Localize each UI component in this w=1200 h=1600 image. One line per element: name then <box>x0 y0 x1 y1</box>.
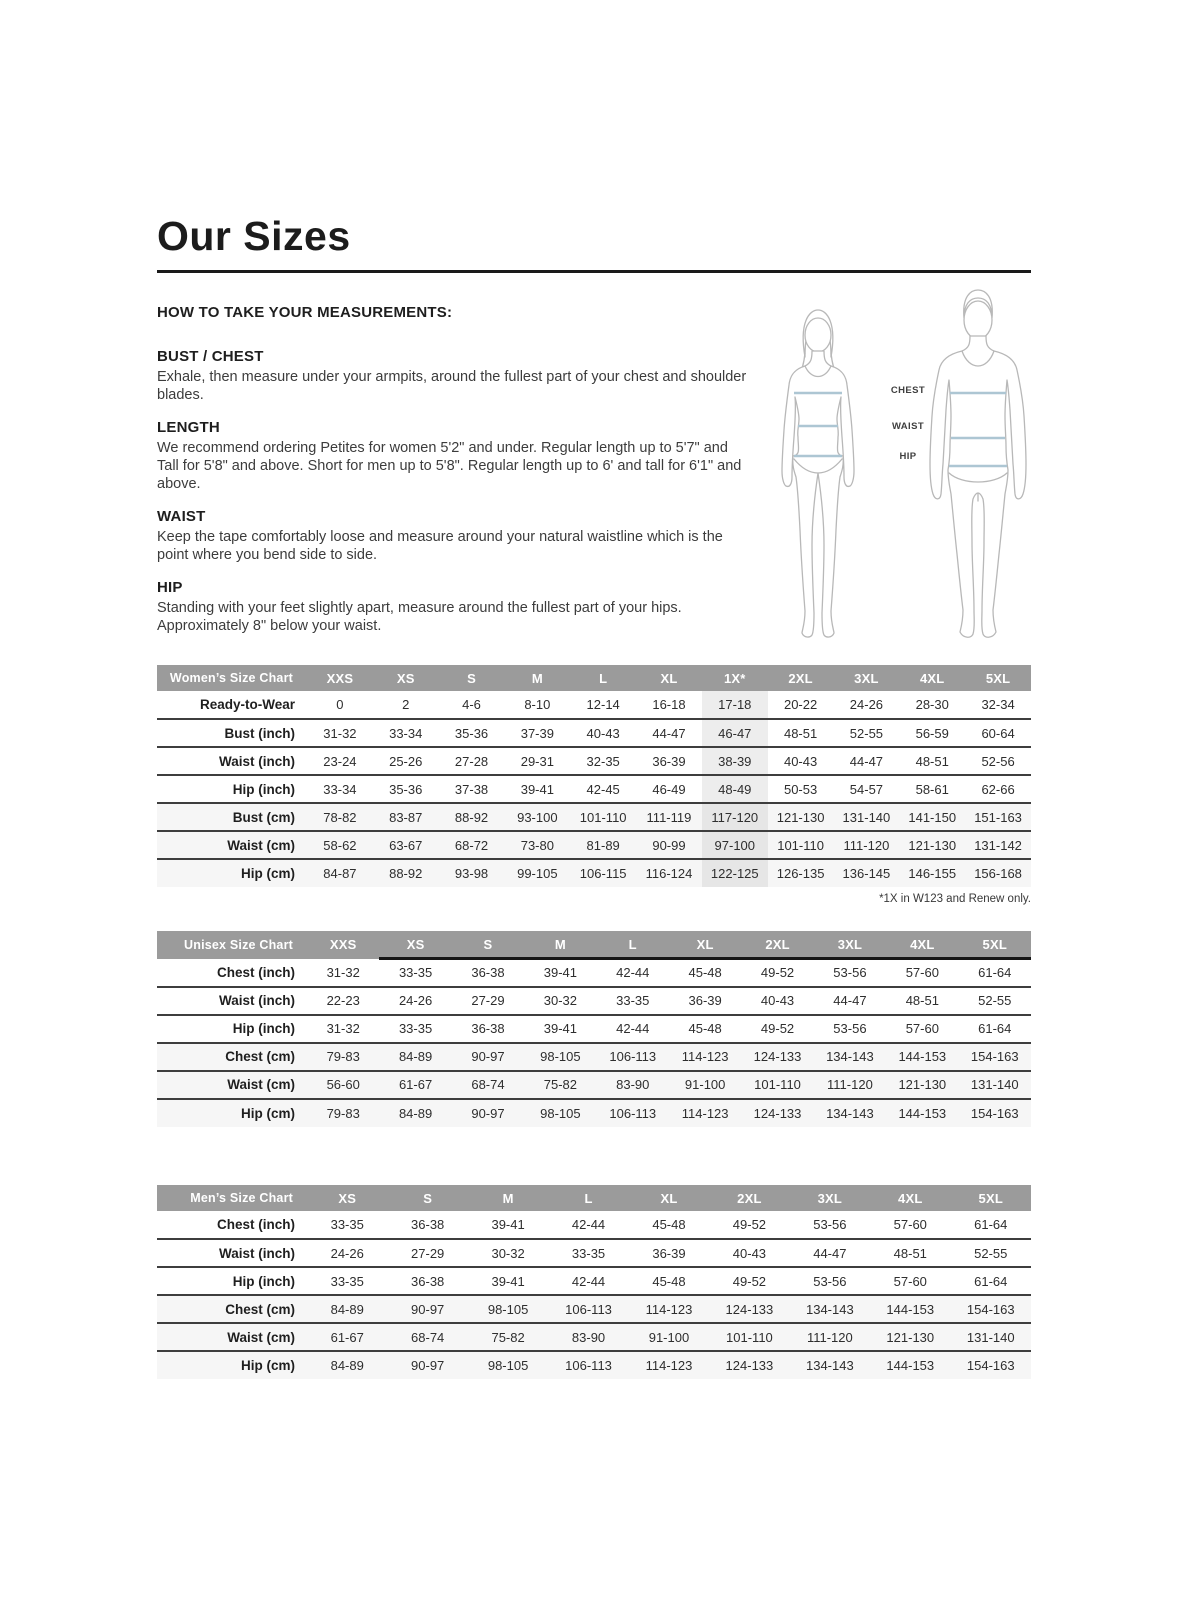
column-header: 3XL <box>814 931 886 959</box>
size-value-cell: 141-150 <box>899 803 965 831</box>
table-row <box>157 959 1031 987</box>
size-value-cell: 57-60 <box>893 1217 927 1232</box>
female-head <box>805 318 831 352</box>
column-header: XL <box>629 1185 709 1211</box>
size-value-cell: 37-39 <box>520 725 554 741</box>
table-row <box>157 987 1031 1015</box>
how-to-heading: HOW TO TAKE YOUR MEASUREMENTS: <box>157 304 453 321</box>
measurement-instructions <box>157 304 749 650</box>
row-label: Hip (inch) <box>232 781 295 797</box>
size-value-cell: 61-64 <box>974 1273 1008 1289</box>
size-value-cell: 114-123 <box>629 1295 709 1323</box>
size-value-cell: 33-35 <box>330 1217 364 1232</box>
size-value-cell: 114-123 <box>669 1099 741 1127</box>
size-value-cell: 42-44 <box>571 1217 606 1232</box>
size-value-cell: 29-31 <box>520 753 554 769</box>
size-value-cell: 57-60 <box>893 1273 927 1289</box>
womens-chart-footnote: *1X in W123 and Renew only. <box>879 893 1031 905</box>
size-value-cell: 97-100 <box>702 831 768 859</box>
size-value-cell: 61-64 <box>974 1217 1008 1232</box>
size-value-cell: 111-120 <box>814 1071 886 1099</box>
size-value-cell: 134-143 <box>814 1043 886 1071</box>
size-value-cell: 53-56 <box>813 1273 847 1289</box>
size-value-cell: 136-145 <box>834 859 900 887</box>
size-value-cell: 111-119 <box>636 803 702 831</box>
size-value-cell: 36-38 <box>411 1217 445 1232</box>
column-header: 1X* <box>702 665 768 691</box>
length-section <box>157 419 749 493</box>
hip-text: Standing with your feet slightly apart, measure around the fullest part of your hips. Approximately 8" below your waist. <box>157 600 682 634</box>
row-label: Ready-to-Wear <box>199 697 295 712</box>
size-value-cell: 48-49 <box>702 775 768 803</box>
size-value-cell: 61-64 <box>978 965 1012 981</box>
page-title-block <box>157 214 1031 273</box>
size-value-cell: 33-35 <box>398 1021 433 1036</box>
size-value-cell: 36-38 <box>471 965 505 981</box>
size-value-cell: 84-89 <box>307 1295 387 1323</box>
size-value-cell: 20-22 <box>783 697 818 712</box>
size-value-cell: 124-133 <box>709 1351 789 1379</box>
measurement-figures <box>742 285 1047 645</box>
size-value-cell: 78-82 <box>307 803 373 831</box>
table-row <box>157 775 1031 803</box>
column-header: XXS <box>307 931 379 959</box>
size-value-cell: 90-99 <box>636 831 702 859</box>
size-value-cell: 90-97 <box>452 1099 524 1127</box>
column-header: L <box>570 665 636 691</box>
size-table <box>157 931 1031 1127</box>
table-row <box>157 1015 1031 1043</box>
size-value-cell: 39-41 <box>491 1217 525 1232</box>
size-value-cell: 111-120 <box>790 1323 870 1351</box>
row-label: Chest (inch) <box>216 1217 295 1232</box>
size-value-cell: 90-97 <box>387 1295 467 1323</box>
size-value-cell: 36-38 <box>411 1273 445 1289</box>
size-value-cell: 46-47 <box>702 719 768 747</box>
size-value-cell: 42-45 <box>586 781 620 797</box>
size-value-cell: 33-35 <box>330 1273 364 1289</box>
male-head <box>964 301 992 339</box>
size-value-cell: 16-18 <box>652 697 686 712</box>
size-value-cell: 31-32 <box>326 1021 360 1036</box>
size-value-cell: 33-34 <box>323 781 357 797</box>
length-text: We recommend ordering Petites for women 5'2" and under. Regular length up to 5'7" and Tall for 5'8" and above. Short for men up to 5'8". Regular length up to 6' and tall for 6'1" and above. <box>157 440 742 492</box>
size-value-cell: 122-125 <box>702 859 768 887</box>
size-value-cell: 27-29 <box>411 1245 445 1261</box>
size-value-cell: 88-92 <box>439 803 505 831</box>
table-row <box>157 1043 1031 1071</box>
column-header: 2XL <box>768 665 834 691</box>
size-value-cell: 91-100 <box>669 1071 741 1099</box>
row-label: Chest (cm) <box>157 1043 307 1071</box>
size-value-cell: 83-87 <box>373 803 439 831</box>
row-label: Hip (inch) <box>232 1021 295 1036</box>
size-value-cell: 24-26 <box>849 697 884 712</box>
size-value-cell: 28-30 <box>915 697 949 712</box>
size-value-cell: 154-163 <box>951 1351 1032 1379</box>
table-row <box>157 691 1031 719</box>
column-header: 5XL <box>965 665 1031 691</box>
row-label: Bust (inch) <box>224 725 295 741</box>
size-value-cell: 52-55 <box>978 993 1012 1008</box>
size-value-cell: 39-41 <box>491 1273 525 1289</box>
row-label: Bust (cm) <box>157 803 307 831</box>
size-value-cell: 46-49 <box>652 781 686 797</box>
column-header: S <box>387 1185 467 1211</box>
size-value-cell: 49-52 <box>732 1217 767 1232</box>
row-label: Hip (inch) <box>232 1273 295 1289</box>
size-value-cell: 45-48 <box>688 965 722 981</box>
size-value-cell: 101-110 <box>709 1323 789 1351</box>
size-value-cell: 42-44 <box>571 1273 606 1289</box>
size-value-cell: 68-72 <box>439 831 505 859</box>
hip-heading: HIP <box>157 579 183 596</box>
size-value-cell: 79-83 <box>307 1043 379 1071</box>
size-value-cell: 54-57 <box>849 781 884 797</box>
size-value-cell: 73-80 <box>504 831 570 859</box>
unisex-size-chart <box>157 931 1031 1127</box>
size-value-cell: 98-105 <box>524 1099 596 1127</box>
size-value-cell: 53-56 <box>833 965 867 981</box>
size-value-cell: 42-44 <box>616 1021 650 1036</box>
size-value-cell: 45-48 <box>652 1217 686 1232</box>
size-value-cell: 131-140 <box>959 1071 1031 1099</box>
row-label: Waist (cm) <box>157 831 307 859</box>
size-value-cell: 45-48 <box>652 1273 686 1289</box>
size-value-cell: 35-36 <box>454 725 489 741</box>
row-label: Waist (inch) <box>219 753 295 769</box>
bust-chest-text: Exhale, then measure under your armpits, around the fullest part of your chest and shoulder blades. <box>157 369 747 403</box>
column-header: L <box>548 1185 628 1211</box>
size-value-cell: 49-52 <box>732 1273 767 1289</box>
size-value-cell: 30-32 <box>543 993 577 1008</box>
size-value-cell: 154-163 <box>959 1099 1031 1127</box>
row-label: Hip (cm) <box>157 1099 307 1127</box>
size-value-cell: 98-105 <box>468 1295 548 1323</box>
size-value-cell: 144-153 <box>870 1351 950 1379</box>
size-value-cell: 75-82 <box>468 1323 548 1351</box>
column-header: M <box>468 1185 548 1211</box>
column-header: XS <box>373 665 439 691</box>
size-value-cell: 111-120 <box>834 831 900 859</box>
table-title-cell: Men’s Size Chart <box>157 1185 307 1211</box>
hip-section <box>157 579 749 635</box>
size-value-cell: 144-153 <box>886 1043 958 1071</box>
size-table <box>157 665 1031 887</box>
size-value-cell: 45-48 <box>688 1021 722 1036</box>
size-value-cell: 106-113 <box>548 1351 628 1379</box>
table-row <box>157 1351 1031 1379</box>
size-value-cell: 22-23 <box>326 993 360 1008</box>
size-value-cell: 131-140 <box>834 803 900 831</box>
size-value-cell: 50-53 <box>783 781 818 797</box>
size-value-cell: 39-41 <box>543 965 577 981</box>
waist-section <box>157 508 749 564</box>
size-value-cell: 61-67 <box>307 1323 387 1351</box>
size-value-cell: 90-97 <box>452 1043 524 1071</box>
figure-label-waist: WAIST <box>891 421 925 432</box>
size-value-cell: 31-32 <box>326 964 360 980</box>
table-row <box>157 747 1031 775</box>
size-value-cell: 124-133 <box>709 1295 789 1323</box>
female-figure-illustration <box>771 305 865 638</box>
size-value-cell: 32-34 <box>981 697 1015 712</box>
size-value-cell: 154-163 <box>951 1295 1032 1323</box>
size-value-cell: 0 <box>336 697 344 712</box>
column-header: M <box>524 931 596 959</box>
size-value-cell: 84-89 <box>379 1043 451 1071</box>
size-value-cell: 84-87 <box>307 859 373 887</box>
figure-label-hip: HIP <box>899 451 917 462</box>
size-value-cell: 124-133 <box>741 1099 813 1127</box>
size-value-cell: 63-67 <box>373 831 439 859</box>
figure-label-chest: CHEST <box>890 385 926 396</box>
row-label: Hip (cm) <box>157 859 307 887</box>
size-value-cell: 101-110 <box>741 1071 813 1099</box>
size-value-cell: 61-67 <box>379 1071 451 1099</box>
table-title-cell: Unisex Size Chart <box>157 931 307 959</box>
table-row <box>157 831 1031 859</box>
size-value-cell: 62-66 <box>981 781 1015 797</box>
size-value-cell: 75-82 <box>524 1071 596 1099</box>
row-label: Waist (cm) <box>157 1323 307 1351</box>
waist-heading: WAIST <box>157 508 206 525</box>
size-value-cell: 48-51 <box>905 993 939 1008</box>
column-header: 4XL <box>886 931 958 959</box>
size-value-cell: 36-39 <box>652 753 686 769</box>
size-value-cell: 154-163 <box>959 1043 1031 1071</box>
column-header: L <box>597 931 669 959</box>
size-value-cell: 53-56 <box>813 1217 847 1232</box>
size-value-cell: 39-41 <box>520 781 554 797</box>
size-value-cell: 27-28 <box>454 753 489 769</box>
size-value-cell: 40-43 <box>760 993 795 1008</box>
size-value-cell: 121-130 <box>870 1323 950 1351</box>
size-value-cell: 33-35 <box>571 1245 606 1261</box>
size-value-cell: 56-59 <box>915 725 949 741</box>
row-label: Chest (cm) <box>157 1295 307 1323</box>
row-label: Chest (inch) <box>216 964 295 980</box>
size-table <box>157 1185 1031 1379</box>
size-value-cell: 68-74 <box>452 1071 524 1099</box>
size-value-cell: 24-26 <box>398 993 433 1008</box>
male-figure-illustration <box>917 288 1040 640</box>
size-value-cell: 98-105 <box>524 1043 596 1071</box>
size-value-cell: 57-60 <box>905 1021 939 1036</box>
row-label: Hip (cm) <box>157 1351 307 1379</box>
size-value-cell: 144-153 <box>870 1295 950 1323</box>
column-header: 3XL <box>834 665 900 691</box>
size-value-cell: 106-113 <box>597 1099 669 1127</box>
size-value-cell: 91-100 <box>629 1323 709 1351</box>
size-value-cell: 144-153 <box>886 1099 958 1127</box>
column-header: 2XL <box>741 931 813 959</box>
size-value-cell: 68-74 <box>387 1323 467 1351</box>
size-value-cell: 8-10 <box>524 697 551 712</box>
size-value-cell: 98-105 <box>468 1351 548 1379</box>
size-value-cell: 40-43 <box>783 753 818 769</box>
size-value-cell: 48-51 <box>915 753 949 769</box>
column-header: S <box>452 931 524 959</box>
size-value-cell: 84-89 <box>307 1351 387 1379</box>
size-value-cell: 117-120 <box>702 803 768 831</box>
size-value-cell: 23-24 <box>323 753 357 769</box>
size-value-cell: 40-43 <box>732 1245 767 1261</box>
size-value-cell: 90-97 <box>387 1351 467 1379</box>
size-value-cell: 126-135 <box>768 859 834 887</box>
column-header: M <box>504 665 570 691</box>
size-value-cell: 146-155 <box>899 859 965 887</box>
page-title: Our Sizes <box>157 213 351 259</box>
size-value-cell: 4-6 <box>462 697 481 712</box>
column-header: 4XL <box>870 1185 950 1211</box>
size-value-cell: 83-90 <box>548 1323 628 1351</box>
size-value-cell: 58-62 <box>307 831 373 859</box>
waist-text: Keep the tape comfortably loose and measure around your natural waistline which is the point where you bend side to side. <box>157 529 723 563</box>
size-value-cell: 36-38 <box>471 1021 505 1036</box>
size-value-cell: 121-130 <box>899 831 965 859</box>
size-value-cell: 38-39 <box>702 747 768 775</box>
column-header: XS <box>307 1185 387 1211</box>
bust-chest-section <box>157 348 749 404</box>
row-label: Waist (inch) <box>219 993 295 1008</box>
size-value-cell: 24-26 <box>330 1245 364 1261</box>
male-body <box>930 336 1026 637</box>
size-value-cell: 114-123 <box>629 1351 709 1379</box>
size-value-cell: 93-98 <box>439 859 505 887</box>
size-value-cell: 44-47 <box>652 725 686 741</box>
table-row <box>157 859 1031 887</box>
size-value-cell: 60-64 <box>981 725 1015 741</box>
size-value-cell: 84-89 <box>379 1099 451 1127</box>
size-value-cell: 124-133 <box>741 1043 813 1071</box>
size-value-cell: 12-14 <box>586 697 620 712</box>
size-value-cell: 114-123 <box>669 1043 741 1071</box>
womens-size-chart <box>157 665 1031 887</box>
mens-size-chart <box>157 1185 1031 1379</box>
size-value-cell: 49-52 <box>760 1021 795 1036</box>
row-label: Waist (cm) <box>157 1071 307 1099</box>
size-value-cell: 33-34 <box>389 725 423 741</box>
row-label: Waist (inch) <box>219 1245 295 1261</box>
column-header: 3XL <box>790 1185 870 1211</box>
size-value-cell: 156-168 <box>965 859 1031 887</box>
size-value-cell: 36-39 <box>652 1245 686 1261</box>
table-row <box>157 1211 1031 1239</box>
size-value-cell: 52-55 <box>974 1245 1008 1261</box>
size-value-cell: 81-89 <box>570 831 636 859</box>
size-value-cell: 131-140 <box>951 1323 1032 1351</box>
size-value-cell: 48-51 <box>783 725 818 741</box>
table-row <box>157 1071 1031 1099</box>
size-value-cell: 27-29 <box>471 993 505 1008</box>
size-value-cell: 101-110 <box>570 803 636 831</box>
size-value-cell: 93-100 <box>504 803 570 831</box>
table-row <box>157 803 1031 831</box>
size-value-cell: 17-18 <box>702 691 768 719</box>
size-value-cell: 44-47 <box>833 993 867 1008</box>
table-row <box>157 1323 1031 1351</box>
table-row <box>157 1099 1031 1127</box>
table-row <box>157 1267 1031 1295</box>
size-value-cell: 79-83 <box>307 1099 379 1127</box>
table-row <box>157 719 1031 747</box>
size-value-cell: 33-35 <box>616 993 650 1008</box>
size-value-cell: 101-110 <box>768 831 834 859</box>
size-value-cell: 106-113 <box>597 1043 669 1071</box>
size-value-cell: 39-41 <box>543 1021 577 1036</box>
size-value-cell: 40-43 <box>586 725 620 741</box>
size-value-cell: 52-55 <box>849 725 884 741</box>
size-value-cell: 116-124 <box>636 859 702 887</box>
size-value-cell: 151-163 <box>965 803 1031 831</box>
size-value-cell: 58-61 <box>915 781 949 797</box>
size-value-cell: 57-60 <box>905 965 939 981</box>
size-value-cell: 52-56 <box>981 753 1015 769</box>
column-header: XXS <box>307 665 373 691</box>
size-value-cell: 106-115 <box>570 859 636 887</box>
size-value-cell: 134-143 <box>790 1351 870 1379</box>
size-value-cell: 35-36 <box>389 781 423 797</box>
column-header: XS <box>379 931 451 959</box>
size-value-cell: 49-52 <box>760 965 795 981</box>
column-header: S <box>439 665 505 691</box>
size-value-cell: 56-60 <box>307 1071 379 1099</box>
size-value-cell: 99-105 <box>504 859 570 887</box>
size-value-cell: 42-44 <box>616 965 650 981</box>
size-value-cell: 61-64 <box>978 1021 1012 1036</box>
size-value-cell: 88-92 <box>373 859 439 887</box>
column-header: 2XL <box>709 1185 789 1211</box>
size-value-cell: 53-56 <box>833 1021 867 1036</box>
column-header: 4XL <box>899 665 965 691</box>
column-header: 5XL <box>951 1185 1032 1211</box>
size-value-cell: 134-143 <box>790 1295 870 1323</box>
size-value-cell: 36-39 <box>688 993 722 1008</box>
bust-chest-heading: BUST / CHEST <box>157 348 264 365</box>
column-header: XL <box>669 931 741 959</box>
size-value-cell: 131-142 <box>965 831 1031 859</box>
size-value-cell: 134-143 <box>814 1099 886 1127</box>
size-value-cell: 33-35 <box>398 965 433 981</box>
table-title-cell: Women’s Size Chart <box>157 665 307 691</box>
size-value-cell: 44-47 <box>849 753 884 769</box>
size-value-cell: 121-130 <box>886 1071 958 1099</box>
size-value-cell: 48-51 <box>893 1245 927 1261</box>
size-value-cell: 37-38 <box>454 781 489 797</box>
size-value-cell: 31-32 <box>323 725 357 741</box>
table-row <box>157 1295 1031 1323</box>
size-value-cell: 106-113 <box>548 1295 628 1323</box>
size-value-cell: 25-26 <box>389 753 423 769</box>
size-value-cell: 30-32 <box>491 1245 525 1261</box>
size-value-cell: 32-35 <box>586 753 620 769</box>
size-value-cell: 83-90 <box>597 1071 669 1099</box>
length-heading: LENGTH <box>157 419 220 436</box>
table-row <box>157 1239 1031 1267</box>
size-value-cell: 121-130 <box>768 803 834 831</box>
column-header: 5XL <box>959 931 1031 959</box>
size-value-cell: 2 <box>402 697 410 712</box>
column-header: XL <box>636 665 702 691</box>
size-value-cell: 44-47 <box>813 1245 847 1261</box>
